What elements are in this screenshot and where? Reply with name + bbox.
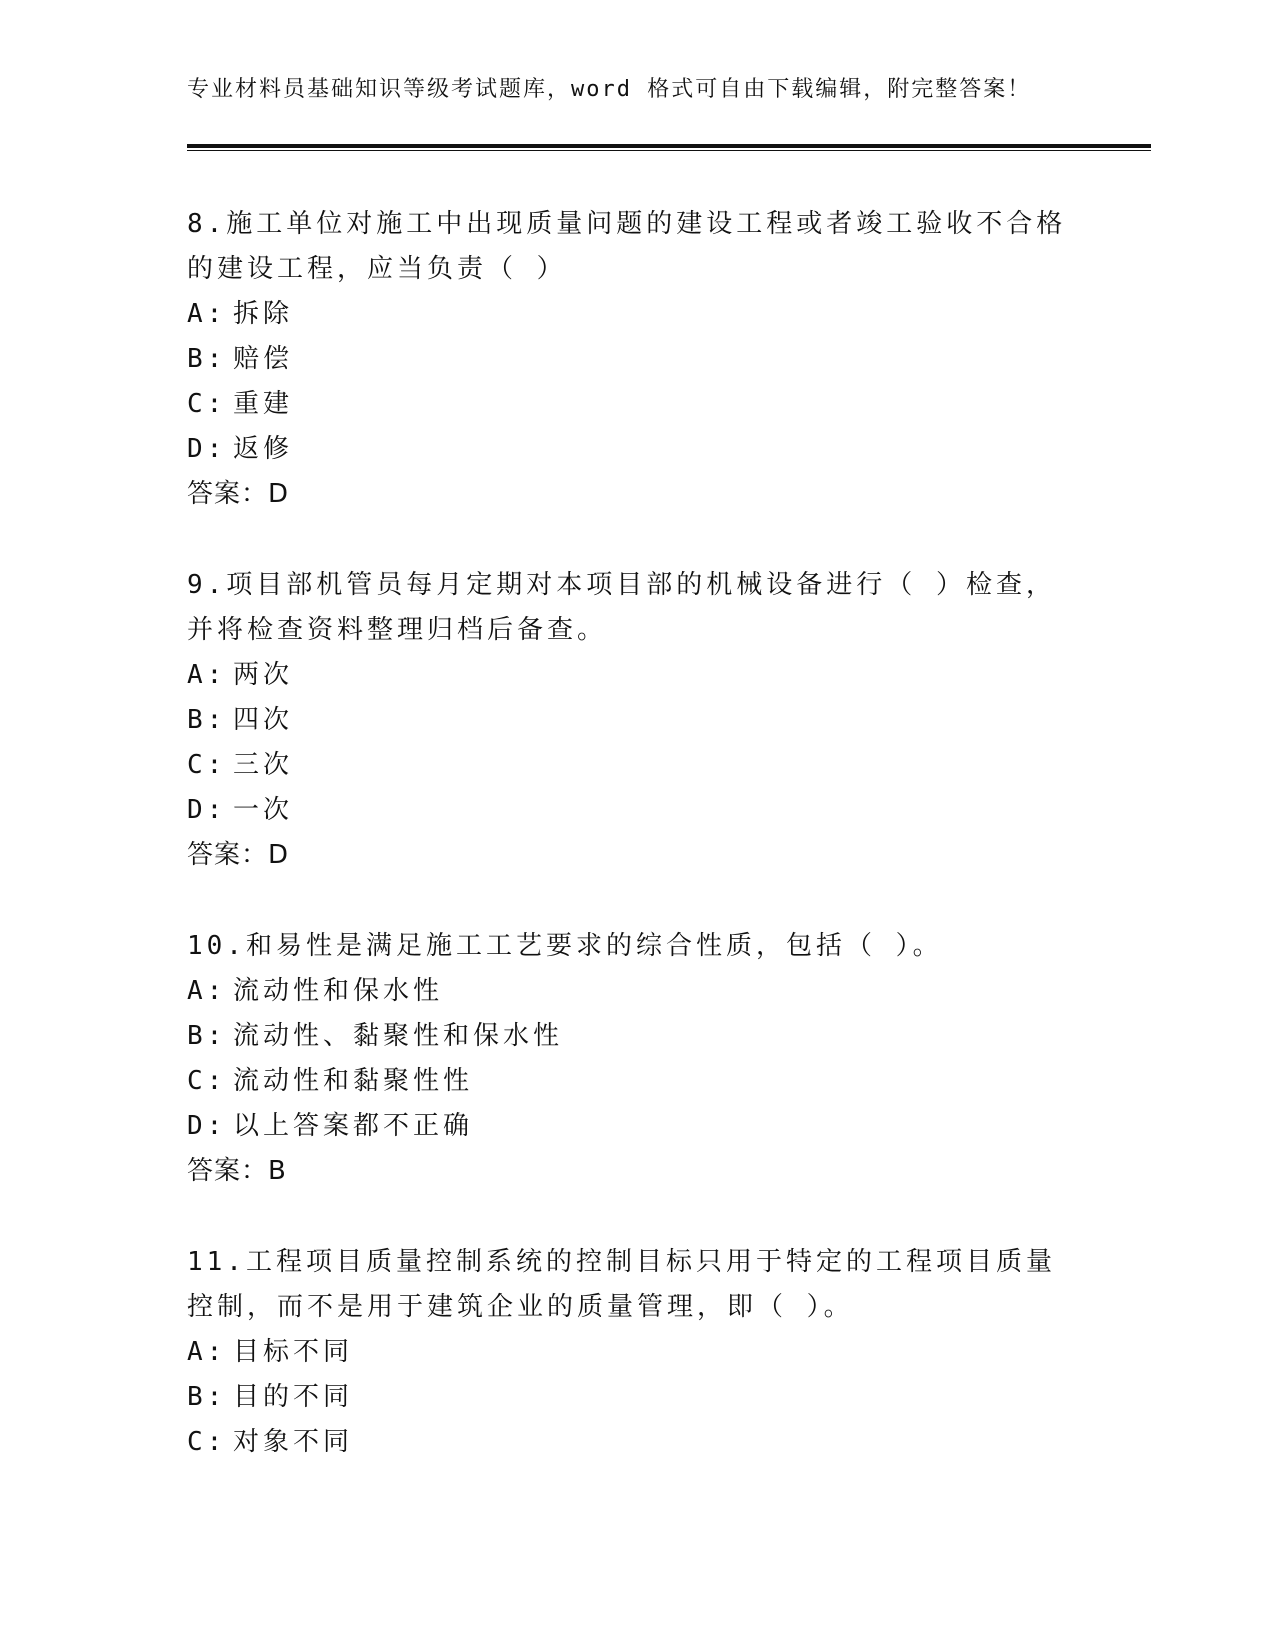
- question-11: [187, 1240, 1087, 1465]
- option-letter: B:: [187, 1382, 227, 1412]
- header-divider-thin: [187, 150, 1151, 151]
- option-text: 两次: [233, 660, 294, 690]
- option-letter: C:: [187, 389, 227, 419]
- answer-label: 答案：: [187, 479, 269, 509]
- header-divider-thick: [187, 144, 1151, 148]
- option-letter: B:: [187, 344, 227, 374]
- option-text: 重建: [233, 389, 294, 419]
- option-letter: D:: [187, 434, 227, 464]
- answer-line: [187, 472, 1087, 517]
- option-text: 一次: [233, 795, 294, 825]
- option-c: [187, 1420, 1087, 1465]
- option-text: 目标不同: [233, 1337, 354, 1367]
- option-a: [187, 653, 1087, 698]
- question-8: [187, 202, 1087, 517]
- question-stem: 11.工程项目质量控制系统的控制目标只用于特定的工程项目质量控制，而不是用于建筑企业的质量管理，即（ ）。: [187, 1247, 1056, 1322]
- option-letter: C:: [187, 750, 227, 780]
- option-letter: B:: [187, 1021, 227, 1051]
- option-text: 返修: [233, 434, 294, 464]
- question-stem: 9.项目部机管员每月定期对本项目部的机械设备进行（ ）检查，并将检查资料整理归档后备查。: [187, 570, 1056, 645]
- option-d: [187, 788, 1087, 833]
- option-d: [187, 1104, 1087, 1149]
- option-c: [187, 1059, 1087, 1104]
- option-text: 以上答案都不正确: [233, 1111, 474, 1141]
- option-text: 流动性和黏聚性性: [233, 1066, 474, 1096]
- option-c: [187, 743, 1087, 788]
- answer-value: D: [268, 479, 290, 509]
- option-text: 流动性和保水性: [233, 976, 444, 1006]
- option-text: 三次: [233, 750, 294, 780]
- answer-label: 答案：: [187, 840, 269, 870]
- option-d: [187, 427, 1087, 472]
- option-letter: B:: [187, 705, 227, 735]
- option-letter: A:: [187, 1337, 227, 1367]
- option-text: 对象不同: [233, 1427, 354, 1457]
- option-c: [187, 382, 1087, 427]
- answer-label: 答案：: [187, 1156, 269, 1186]
- option-letter: A:: [187, 976, 227, 1006]
- option-letter: C:: [187, 1427, 227, 1457]
- option-a: [187, 292, 1087, 337]
- option-text: 流动性、黏聚性和保水性: [233, 1021, 564, 1051]
- option-letter: D:: [187, 795, 227, 825]
- option-text: 目的不同: [233, 1382, 354, 1412]
- answer-line: [187, 833, 1087, 878]
- answer-value: D: [268, 840, 290, 870]
- answer-value: B: [268, 1156, 287, 1186]
- option-text: 赔偿: [233, 344, 294, 374]
- option-text: 四次: [233, 705, 294, 735]
- question-10: [187, 924, 1087, 1194]
- page-header: 专业材料员基础知识等级考试题库，word 格式可自由下载编辑，附完整答案！: [187, 77, 1032, 102]
- option-letter: A:: [187, 299, 227, 329]
- question-list: [187, 202, 1087, 1511]
- option-b: [187, 698, 1087, 743]
- option-letter: D:: [187, 1111, 227, 1141]
- question-stem: 10.和易性是满足施工工艺要求的综合性质，包括（ ）。: [187, 931, 943, 961]
- option-a: [187, 969, 1087, 1014]
- option-letter: C:: [187, 1066, 227, 1096]
- answer-line: [187, 1149, 1087, 1194]
- option-b: [187, 337, 1087, 382]
- question-stem: 8.施工单位对施工中出现质量问题的建设工程或者竣工验收不合格的建设工程，应当负责（ ）: [187, 209, 1067, 284]
- option-b: [187, 1375, 1087, 1420]
- option-text: 拆除: [233, 299, 294, 329]
- question-9: [187, 563, 1087, 878]
- option-a: [187, 1330, 1087, 1375]
- option-letter: A:: [187, 660, 227, 690]
- option-b: [187, 1014, 1087, 1059]
